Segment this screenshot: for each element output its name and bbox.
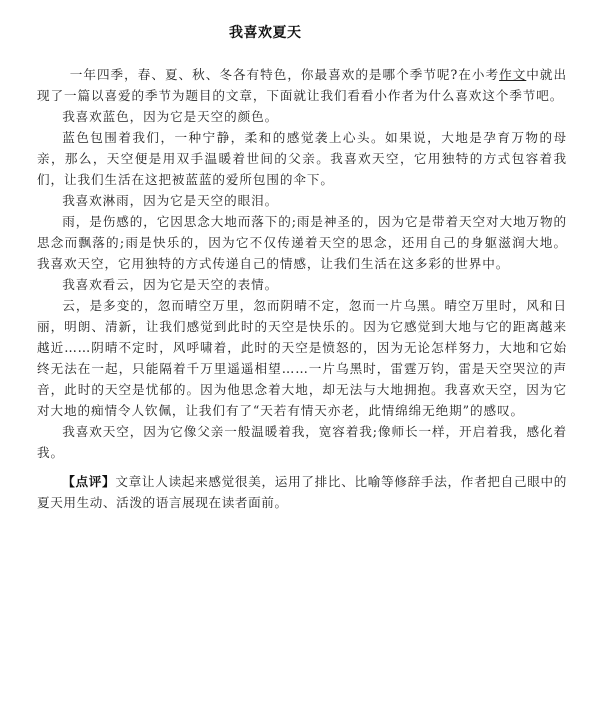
paragraph-rain: 我喜欢淋雨，因为它是天空的眼泪。 xyxy=(62,193,279,208)
document-title: 我喜欢夏天 xyxy=(229,25,302,41)
intro-paragraph xyxy=(37,64,567,106)
review-tag: 【点评】 xyxy=(62,474,116,489)
article-body xyxy=(37,64,567,463)
intro-text-after: 中就出现了一篇以喜爱的季节为题目的文章，下面就让我们看看小作者为什么喜欢这个季节吧。 xyxy=(37,67,567,103)
paragraph-conclusion: 我喜欢天空，因为它像父亲一般温暖着我，宽容着我;像师长一样，开启着我，感化着我。 xyxy=(37,424,567,460)
paragraph-clouds: 我喜欢看云，因为它是天空的表情。 xyxy=(62,277,279,292)
paragraph-blue-sky: 我喜欢蓝色，因为它是天空的颜色。 xyxy=(62,109,279,124)
paragraph-rain-description: 雨，是伤感的，它因思念大地而落下的;雨是神圣的，因为它是带着天空对大地万物的思念而飘落的;雨是快乐的，因为它不仅传递着天空的思念，还用自己的身躯滋润大地。我喜欢天空，它用独特的方式传递自己的情感，让我们生活在这多彩的世界中。 xyxy=(37,214,567,271)
composition-link[interactable]: 作文 xyxy=(499,67,527,82)
intro-text-before: 一年四季，春、夏、秋、冬各有特色，你最喜欢的是哪个季节呢?在小考 xyxy=(69,67,500,82)
paragraph-blue-description: 蓝色包围着我们，一种宁静，柔和的感觉袭上心头。如果说，大地是孕育万物的母亲，那么，天空便是用双手温暖着世间的父亲。我喜欢天空，它用独特的方式包容着我们，让我们生活在这把被蓝蓝的爱所包围的伞下。 xyxy=(37,130,567,187)
paragraph-clouds-description: 云，是多变的，忽而晴空万里，忽而阴晴不定，忽而一片乌黑。晴空万里时，风和日丽，明朗、清新，让我们感觉到此时的天空是快乐的。因为它感觉到大地与它的距离越来越近……阴晴不定时，风呼啸着，此时的天空是愤怒的，因为无论怎样努力，大地和它始终无法在一起，只能隔着千万里遥遥相望……一片乌黑时，雷霆万钧，雷是天空哭泣的声音，此时的天空是忧郁的。因为他思念着大地，却无法与大地拥抱。我喜欢天空，因为它对大地的痴情令人钦佩，让我们有了“天若有情天亦老，此情绵绵无绝期”的感叹。 xyxy=(37,298,567,418)
review-comment xyxy=(37,471,567,513)
review-text: 文章让人读起来感觉很美，运用了排比、比喻等修辞手法，作者把自己眼中的夏天用生动、活泼的语言展现在读者面前。 xyxy=(37,474,567,510)
